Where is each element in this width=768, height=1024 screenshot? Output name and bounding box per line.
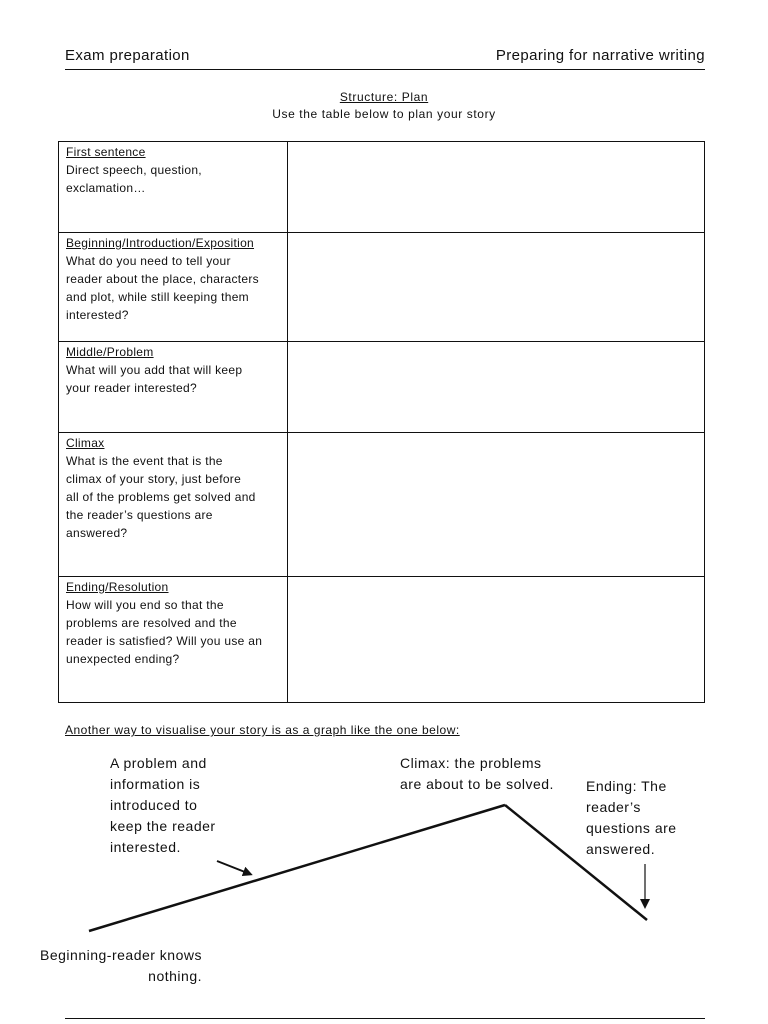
page-subtitle: Use the table below to plan your story <box>272 107 496 121</box>
row-description: What will you add that will keep your reader interested? <box>66 363 243 395</box>
answer-cell[interactable] <box>288 342 705 433</box>
problem-arrow <box>217 861 250 874</box>
footer-divider <box>65 1018 705 1019</box>
answer-cell[interactable] <box>288 142 705 233</box>
table-row-first-sentence <box>59 142 705 233</box>
row-description: What do you need to tell your reader about the place, characters and plot, while still keeping them interested? <box>66 254 259 322</box>
table-row-ending <box>59 577 705 703</box>
header-left-title: Exam preparation <box>65 47 190 64</box>
page-title: Structure: Plan <box>339 90 429 104</box>
header-right-title: Preparing for narrative writing <box>495 47 705 64</box>
row-description: What is the event that is the climax of your story, just before all of the problems get solved and the reader’s questions are answered? <box>66 454 256 540</box>
row-heading: Ending/Resolution <box>66 580 169 594</box>
table-row-beginning <box>59 233 705 342</box>
row-heading: Climax <box>66 436 105 450</box>
climax-note: Climax: the problems are about to be solved. <box>400 755 554 792</box>
beginning-note: Beginning-reader knows nothing. <box>40 947 202 984</box>
row-description: Direct speech, question, exclamation… <box>66 163 202 195</box>
prompt-cell <box>59 142 288 233</box>
row-heading: Middle/Problem <box>66 345 154 359</box>
title-block <box>0 89 768 123</box>
answer-cell[interactable] <box>288 577 705 703</box>
prompt-cell <box>59 433 288 577</box>
graph-intro-text: Another way to visualise your story is as a graph like the one below: <box>65 723 460 737</box>
story-plan-table <box>58 141 705 703</box>
row-heading: First sentence <box>66 145 146 159</box>
answer-cell[interactable] <box>288 233 705 342</box>
prompt-cell <box>59 342 288 433</box>
row-heading: Beginning/Introduction/Exposition <box>66 236 255 250</box>
prompt-cell <box>59 233 288 342</box>
table-row-climax <box>59 433 705 577</box>
row-description: How will you end so that the problems are resolved and the reader is satisfied? Will you use an unexpected ending? <box>66 598 263 666</box>
table-row-middle <box>59 342 705 433</box>
answer-cell[interactable] <box>288 433 705 577</box>
ending-note: Ending: The reader’s questions are answered. <box>586 778 677 857</box>
page-header <box>65 47 705 70</box>
prompt-cell <box>59 577 288 703</box>
problem-note: A problem and information is introduced to keep the reader interested. <box>110 755 216 855</box>
